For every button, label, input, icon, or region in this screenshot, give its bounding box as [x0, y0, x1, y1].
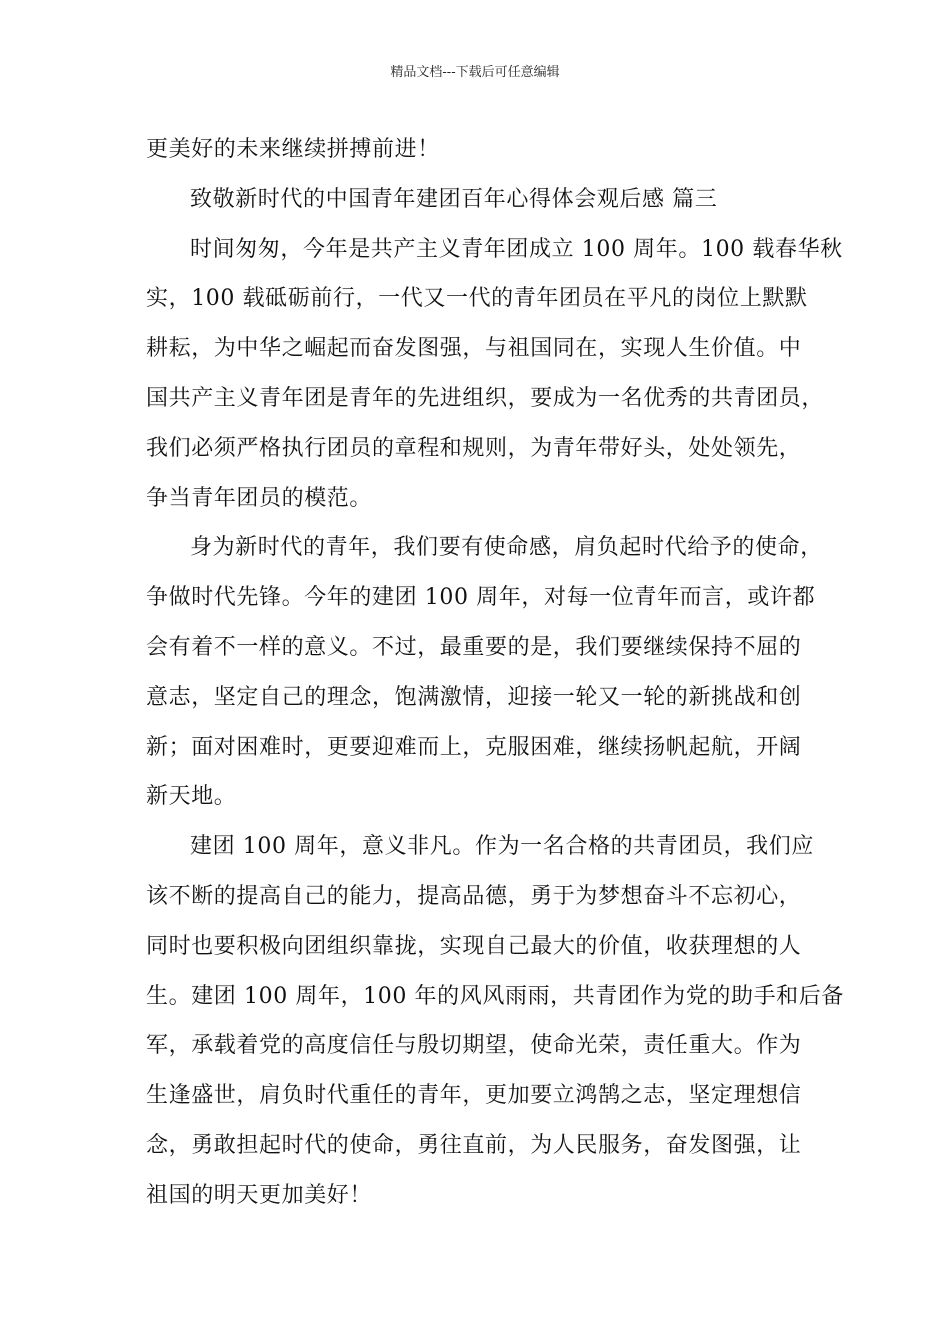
text-line: 实，100 载砥砺前行，一代又一代的青年团员在平凡的岗位上默默 [146, 286, 808, 311]
text-line: 耕耘，为中华之崛起而奋发图强，与祖国同在，实现人生价值。中 [146, 336, 802, 361]
text-line: 致敬新时代的中国青年建团百年心得体会观后感 篇三 [190, 187, 718, 212]
text-line: 身为新时代的青年，我们要有使命感，肩负起时代给予的使命， [190, 535, 823, 560]
text-line: 争当青年团员的模范。 [146, 486, 373, 511]
text-line: 争做时代先锋。今年的建团 100 周年，对每一位青年而言，或许都 [146, 585, 816, 610]
text-line: 更美好的未来继续拼搏前进！ [146, 137, 440, 162]
text-line: 建团 100 周年，意义非凡。作为一名合格的共青团员，我们应 [190, 834, 814, 859]
text-line: 新；面对困难时，更要迎难而上，克服困难，继续扬帆起航，开阔 [146, 735, 802, 760]
text-line: 同时也要积极向团组织靠拢，实现自己最大的价值，收获理想的人 [146, 934, 802, 959]
text-line: 该不断的提高自己的能力，提高品德，勇于为梦想奋斗不忘初心， [146, 884, 802, 909]
text-line: 会有着不一样的意义。不过，最重要的是，我们要继续保持不屈的 [146, 635, 802, 660]
text-line: 生。建团 100 周年，100 年的风风雨雨，共青团作为党的助手和后备 [146, 984, 844, 1009]
text-line: 新天地。 [146, 784, 237, 809]
text-line: 我们必须严格执行团员的章程和规则，为青年带好头，处处领先， [146, 436, 802, 461]
text-line: 意志，坚定自己的理念，饱满激情，迎接一轮又一轮的新挑战和创 [146, 685, 802, 710]
page-header: 精品文档---下载后可任意编辑 [390, 65, 560, 80]
text-line: 军，承载着党的高度信任与殷切期望，使命光荣，责任重大。作为 [146, 1033, 802, 1058]
text-line: 念，勇敢担起时代的使命，勇往直前，为人民服务，奋发图强，让 [146, 1133, 802, 1158]
text-line: 祖国的明天更加美好！ [146, 1183, 373, 1208]
text-line: 国共产主义青年团是青年的先进组织，要成为一名优秀的共青团员， [146, 386, 825, 411]
text-line: 生逢盛世，肩负时代重任的青年，更加要立鸿鹄之志，坚定理想信 [146, 1083, 802, 1108]
text-line: 时间匆匆，今年是共产主义青年团成立 100 周年。100 载春华秋 [190, 237, 843, 262]
